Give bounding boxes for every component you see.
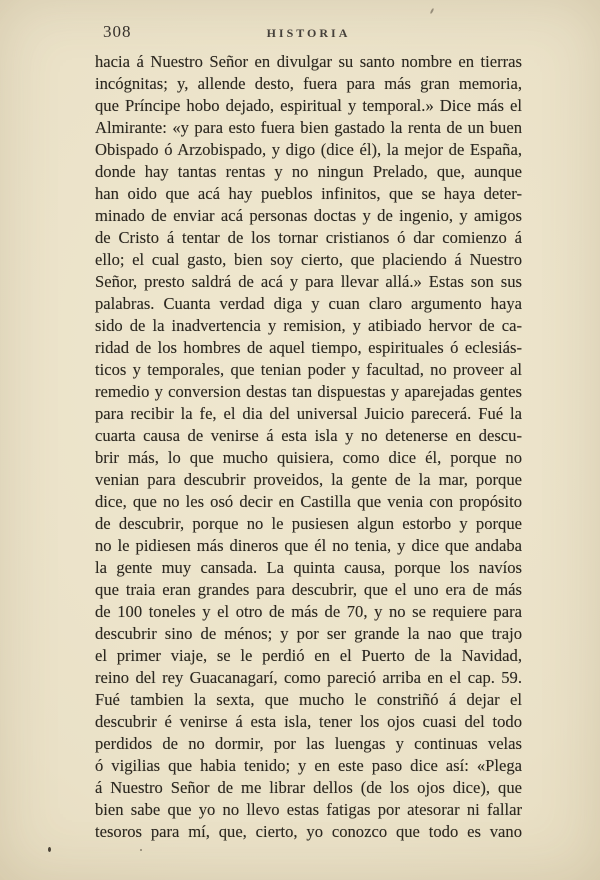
text-line: Obispado ó Arzobispado, y digo (dice él), la mejor de España, bbox=[95, 140, 522, 159]
text-line: han oido que acá hay pueblos infinitos, que se haya deter- bbox=[95, 184, 522, 203]
text-line: el primer viaje, se le perdió en el Puerto de la Navidad, bbox=[95, 646, 522, 665]
text-line: de descubrir, porque no le pusiesen algun estorbo y porque bbox=[95, 514, 522, 533]
paper-speck bbox=[48, 847, 51, 852]
text-line: minado de enviar acá personas doctas y de ingenio, y amigos bbox=[95, 206, 522, 225]
text-line: ticos y temporales, que tenian poder y facultad, no proveer al bbox=[95, 360, 522, 379]
page-header bbox=[95, 22, 522, 44]
text-line: cuarta causa de venirse á esta isla y no detenerse en descu- bbox=[95, 426, 522, 445]
text-line: palabras. Cuanta verdad diga y cuan claro argumento haya bbox=[95, 294, 522, 313]
text-line: brir más, lo que mucho quisiera, como dice él, porque no bbox=[95, 448, 522, 467]
text-line: sido de la inadvertencia y remision, y atibiado hervor de ca- bbox=[95, 316, 522, 335]
text-line: á Nuestro Señor de me librar dellos (de los ojos dice), que bbox=[95, 778, 522, 797]
text-line: de 100 toneles y el otro de más de 70, y no se requiere para bbox=[95, 602, 522, 621]
paper-speck bbox=[430, 8, 435, 14]
text-line: ó vigilias que habia tenido; y en este paso dice así: «Plega bbox=[95, 756, 522, 775]
text-line: incógnitas; y, allende desto, fuera para más gran memoria, bbox=[95, 74, 522, 93]
text-line: venian para descubrir proveidos, la gente de la mar, porque bbox=[95, 470, 522, 489]
text-line: remedio y conversion destas tan dispuestas y aparejadas gentes bbox=[95, 382, 522, 401]
running-title: HISTORIA bbox=[266, 26, 351, 40]
text-line: que traia eran grandes para descubrir, que el uno era de más bbox=[95, 580, 522, 599]
text-line: hacia á Nuestro Señor en divulgar su santo nombre en tierras bbox=[95, 52, 522, 71]
paper-speck bbox=[140, 849, 142, 851]
text-line: ridad de los hombres de aquel tiempo, espirituales ó eclesiás- bbox=[95, 338, 522, 357]
text-line: descubrir é venirse á esta isla, tener los ojos cuasi del todo bbox=[95, 712, 522, 731]
text-line: tesoros para mí, que, cierto, yo conozco que todo es vano bbox=[95, 822, 522, 841]
text-line: donde hay tantas rentas y no ningun Prelado, que, aunque bbox=[95, 162, 522, 181]
text-line: no le pidiesen más dineros que él no tenia, y dice que andaba bbox=[95, 536, 522, 555]
text-line: Señor, presto saldrá de acá y para llevar allá.» Estas son sus bbox=[95, 272, 522, 291]
text-line: bien sabe que yo no llevo estas fatigas por atesorar ni fallar bbox=[95, 800, 522, 819]
text-line: dice, que no les osó decir en Castilla que venia con propósito bbox=[95, 492, 522, 511]
text-line: que Príncipe hobo dejado, espiritual y temporal.» Dice más el bbox=[95, 96, 522, 115]
page-number: 308 bbox=[103, 22, 132, 41]
text-line: de Cristo á tentar de los tornar cristianos ó dar comienzo á bbox=[95, 228, 522, 247]
text-line: Almirante: «y para esto fuera bien gastado la renta de un buen bbox=[95, 118, 522, 137]
text-line: para recibir la fe, el dia del universal Juicio parecerá. Fué la bbox=[95, 404, 522, 423]
text-line: Fué tambien la sexta, que mucho le constriñó á dejar el bbox=[95, 690, 522, 709]
text-line: perdidos de no dormir, por las luengas y continuas velas bbox=[95, 734, 522, 753]
text-line: descubrir sino de ménos; y por ser grande la nao que trajo bbox=[95, 624, 522, 643]
text-line: ello; el cual gasto, bien soy cierto, que placiendo á Nuestro bbox=[95, 250, 522, 269]
text-line: reino del rey Guacanagarí, como pareció arriba en el cap. 59. bbox=[95, 668, 522, 687]
body-text-block bbox=[95, 51, 522, 843]
text-line: la gente muy cansada. La quinta causa, porque los navíos bbox=[95, 558, 522, 577]
